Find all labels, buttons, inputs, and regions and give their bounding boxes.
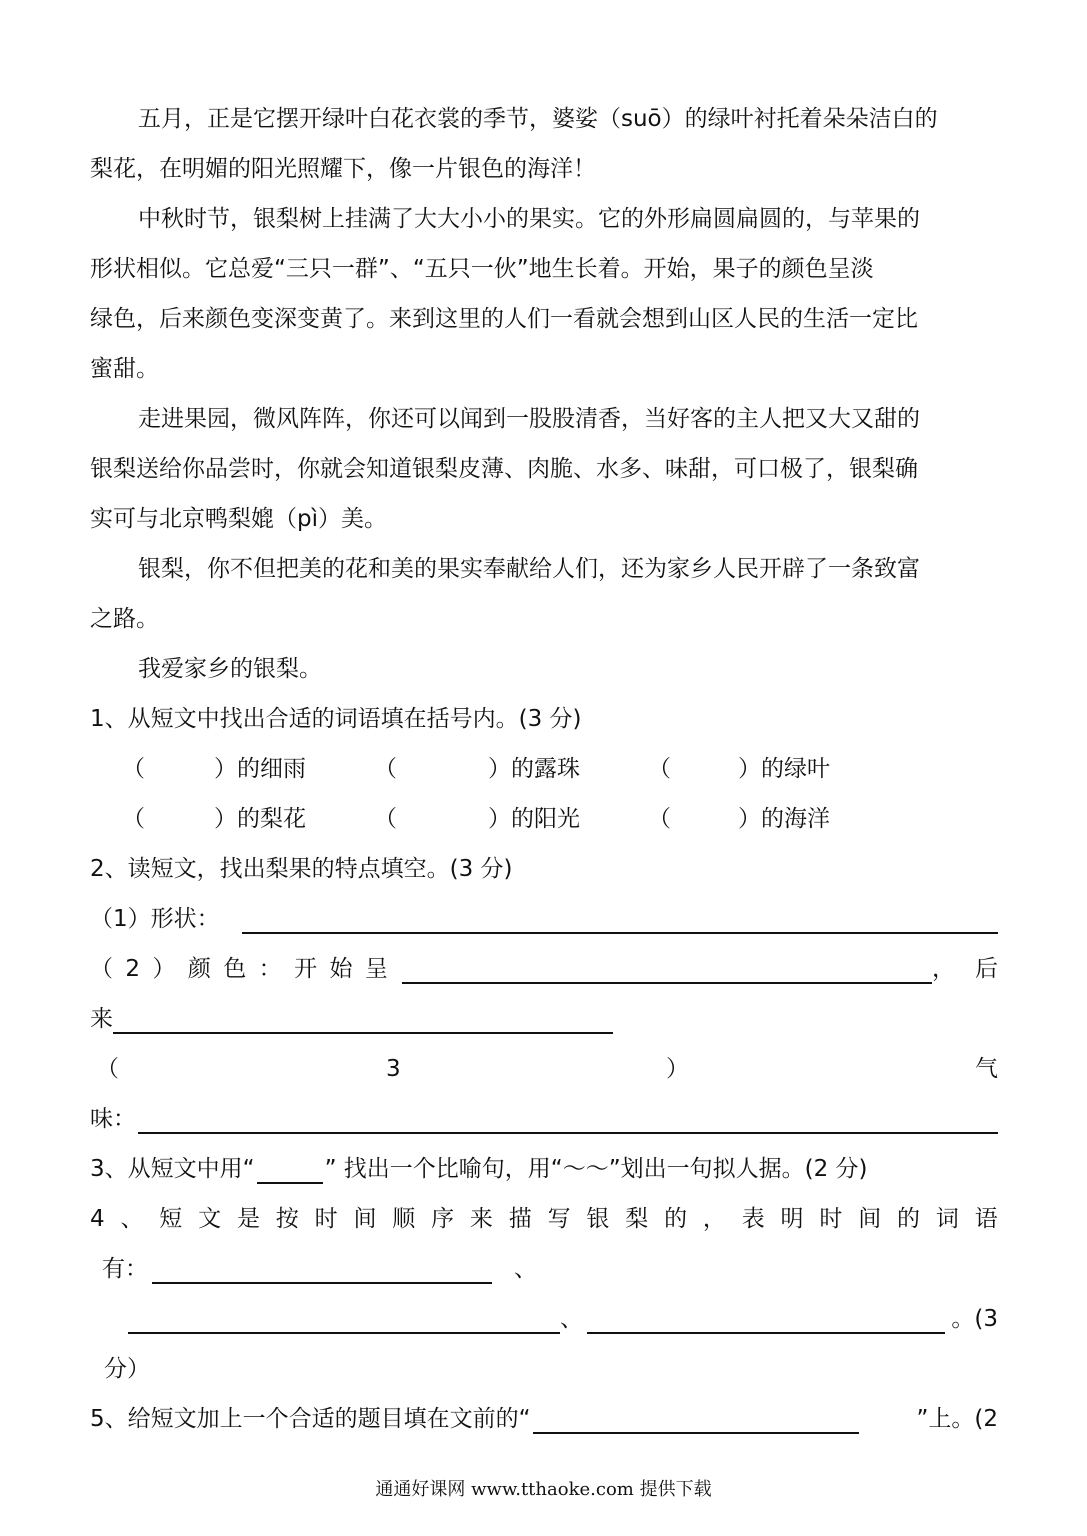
passage-line: 实可与北京鸭梨媲（pì）美。: [90, 506, 387, 532]
char: 梨: [625, 1206, 649, 1232]
char: ）: [666, 1056, 689, 1082]
passage-line: 五月，正是它摆开绿叶白花衣裳的季节，婆娑（suō）的绿叶衬托着朵朵洁白的: [138, 106, 938, 132]
q4-row-2: [102, 1254, 537, 1284]
q1-paren-open: （: [648, 756, 671, 782]
q2-color-row-2: [90, 1004, 613, 1034]
q2-color-comma: ，: [932, 956, 955, 982]
char: 序: [431, 1206, 455, 1232]
char: 始: [329, 956, 353, 982]
char: 间: [858, 1206, 882, 1232]
char: 间: [353, 1206, 377, 1232]
q5-prefix: 5、给短文加上一个合适的题目填在文前的“: [90, 1406, 531, 1432]
question-2-title: 2、读短文，找出梨果的特点填空。(3 分): [90, 856, 513, 882]
q4-you-label: 有：: [102, 1256, 148, 1282]
q2-smell-blank[interactable]: [138, 1110, 998, 1134]
char: 的: [664, 1206, 688, 1232]
q3-underline-sample: [257, 1160, 323, 1184]
char: 顺: [392, 1206, 416, 1232]
q2-shape-row: [90, 904, 998, 934]
char: 按: [275, 1206, 299, 1232]
q1-blank-label[interactable]: ）的阳光: [488, 806, 580, 832]
char: ：: [258, 956, 282, 982]
q2-smell-row-2: [90, 1104, 998, 1134]
char: 时: [314, 1206, 338, 1232]
passage-line: 银梨送给你品尝时，你就会知道银梨皮薄、肉脆、水多、味甜，可口极了，银梨确: [90, 456, 918, 482]
char: （: [90, 956, 113, 982]
q1-paren-open: （: [122, 756, 145, 782]
q4-blank-2[interactable]: [128, 1310, 560, 1334]
char: 的: [897, 1206, 921, 1232]
q1-blank-label[interactable]: ）的细雨: [214, 756, 306, 782]
char: 表: [741, 1206, 765, 1232]
passage-line: 绿色，后来颜色变深变黄了。来到这里的人们一看就会想到山区人民的生活一定比: [90, 306, 918, 332]
char: 语: [974, 1206, 998, 1232]
q2-color-start-blank[interactable]: [402, 960, 932, 984]
q2-color-later-2: 来: [90, 1006, 113, 1032]
q2-shape-blank[interactable]: [242, 910, 998, 934]
passage-line: 之路。: [90, 606, 159, 632]
q4-end: 。(3: [951, 1306, 998, 1332]
q2-color-label: [90, 954, 388, 984]
passage-line: 走进果园，微风阵阵，你还可以闻到一股股清香，当好客的主人把又大又甜的: [138, 406, 920, 432]
passage-line: 中秋时节，银梨树上挂满了大大小小的果实。它的外形扁圆扁圆的，与苹果的: [138, 206, 920, 232]
q4-blank-3[interactable]: [587, 1310, 945, 1334]
q4-score-tail: 分）: [104, 1356, 150, 1382]
passage-line: 银梨，你不但把美的花和美的果实奉献给人们，还为家乡人民开辟了一条致富: [138, 556, 920, 582]
q1-paren-open: （: [122, 806, 145, 832]
char: 色: [223, 956, 247, 982]
char: 写: [547, 1206, 571, 1232]
char: ）: [152, 956, 176, 982]
char: （: [96, 1056, 119, 1082]
char: 短: [159, 1206, 183, 1232]
char: 描: [508, 1206, 532, 1232]
q2-color-row: [90, 954, 998, 984]
question-4-title: [90, 1204, 998, 1234]
q4-row-3: [128, 1304, 998, 1334]
char: 开: [294, 956, 318, 982]
char: 时: [819, 1206, 843, 1232]
char: 呈: [364, 956, 388, 982]
q2-smell-label: 味：: [90, 1106, 136, 1132]
char: 2: [125, 956, 141, 982]
q2-shape-label: （1）形状：: [90, 906, 220, 932]
page-footer: 通通好课网 www.tthaoke.com 提供下载: [375, 1479, 712, 1500]
q4-separator: 、: [514, 1256, 537, 1282]
q5-suffix: ”上。(2: [916, 1406, 998, 1432]
question-1-title: 1、从短文中找出合适的词语填在括号内。(3 分): [90, 706, 582, 732]
q3-suffix: ” 找出一个比喻句，用“～～”划出一句拟人据。(2 分): [324, 1156, 868, 1182]
q2-color-later-blank[interactable]: [113, 1010, 613, 1034]
q1-blank-label[interactable]: ）的梨花: [214, 806, 306, 832]
q5-title-blank[interactable]: [533, 1410, 859, 1434]
q1-blank-label[interactable]: ）的绿叶: [738, 756, 830, 782]
char: 文: [198, 1206, 222, 1232]
q4-blank-1[interactable]: [152, 1260, 492, 1284]
char: 银: [586, 1206, 610, 1232]
char: 、: [120, 1206, 144, 1232]
char: 4: [90, 1206, 105, 1232]
passage-line: 蜜甜。: [90, 356, 159, 382]
char: 气: [975, 1056, 998, 1082]
passage-line: 形状相似。它总爱“三只一群”、“五只一伙”地生长着。开始，果子的颜色呈淡: [90, 256, 874, 282]
char: 明: [780, 1206, 804, 1232]
q1-paren-open: （: [648, 806, 671, 832]
char: ，: [702, 1206, 726, 1232]
q1-paren-open: （: [374, 806, 397, 832]
char: 词: [935, 1206, 959, 1232]
passage-line: 梨花，在明媚的阳光照耀下，像一片银色的海洋！: [90, 156, 596, 182]
question-5: [90, 1404, 998, 1434]
q3-prefix: 3、从短文中用“: [90, 1156, 255, 1182]
passage-line: 我爱家乡的银梨。: [138, 656, 322, 682]
q1-blank-label[interactable]: ）的海洋: [738, 806, 830, 832]
q1-blank-label[interactable]: ）的露珠: [488, 756, 580, 782]
char: 来: [469, 1206, 493, 1232]
question-3: [90, 1154, 868, 1184]
char: 颜: [187, 956, 211, 982]
char: 3: [386, 1056, 401, 1082]
q1-paren-open: （: [374, 756, 397, 782]
char: 是: [236, 1206, 260, 1232]
q4-separator: 、: [560, 1306, 583, 1332]
q2-color-later: 后: [975, 956, 998, 982]
